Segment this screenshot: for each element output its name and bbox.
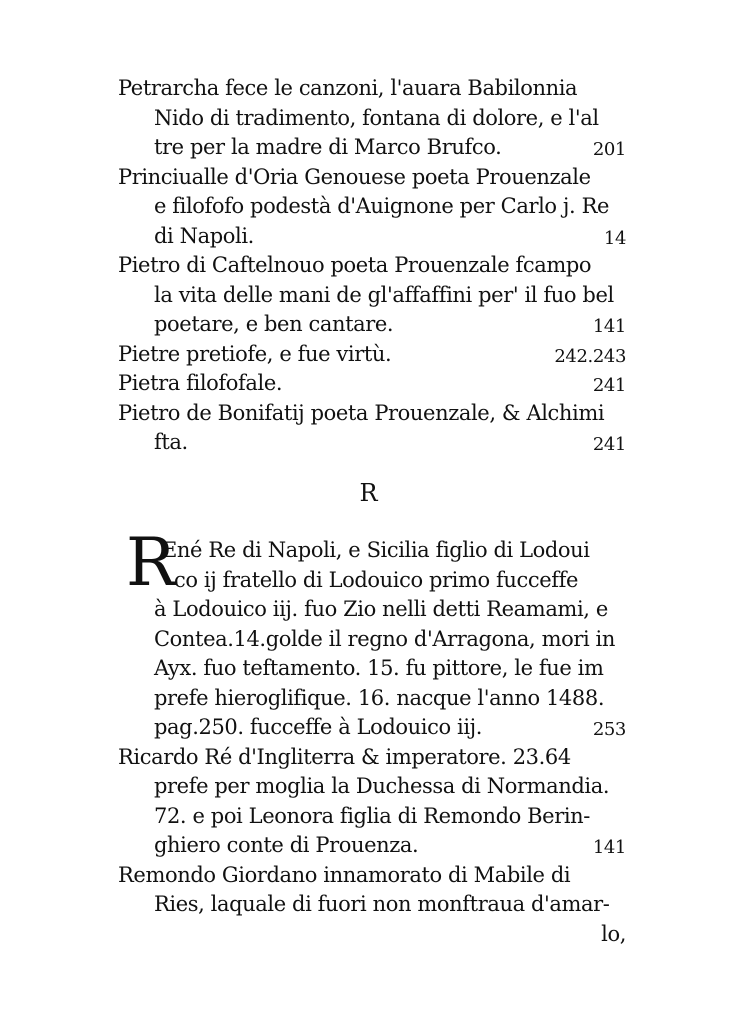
index-line <box>118 133 626 163</box>
index-line-text: co ij fratello di Lodouico primo fucceffe <box>174 567 579 592</box>
index-line <box>118 369 626 399</box>
index-line-text: Ries, laquale di fuori non monftraua d'amar- <box>154 892 610 916</box>
index-line-text: Ricardo Ré d'Ingliterra & imperatore. 23.64 <box>118 744 571 769</box>
index-line-text: fta. <box>154 430 188 454</box>
index-line <box>118 310 626 340</box>
index-line <box>118 104 626 134</box>
index-line-text: tre per la madre di Marco Brufco. <box>154 135 502 159</box>
index-line-text: poetare, e ben cantare. <box>154 312 394 336</box>
index-line-text: 72. e poi Leonora figlia di Remondo Berin- <box>154 803 590 828</box>
index-page-number: 141 <box>592 316 626 337</box>
index-line-text: Pietro di Caftelnouo poeta Prouenzale fcampo <box>118 253 592 277</box>
index-line-text: e filofofo podestà d'Auignone per Carlo j. Re <box>154 194 610 218</box>
index-line-text: ghiero conte di Prouenza. <box>154 833 419 857</box>
index-line <box>118 772 626 802</box>
index-line-text: Pietro de Bonifatij poeta Prouenzale, & Alchimi <box>118 400 605 425</box>
index-line <box>118 625 626 655</box>
index-line-text: Contea.14.golde il regno d'Arragona, mori in <box>154 626 615 651</box>
index-page-number: 241 <box>592 375 626 396</box>
index-line <box>118 251 626 281</box>
index-line <box>118 743 626 773</box>
index-page-number: 14 <box>603 227 626 249</box>
index-page-number: 253 <box>592 719 626 740</box>
index-line-text: Princiualle d'Oria Genouese poeta Prouenzale <box>118 164 591 189</box>
index-line <box>118 222 626 252</box>
index-line <box>118 163 626 193</box>
section-heading-letter: R <box>359 479 378 507</box>
index-line-text: à Lodouico iij. fuo Zio nelli detti Reamami, e <box>154 597 608 621</box>
index-line <box>118 920 626 950</box>
index-line <box>118 566 626 596</box>
drop-cap: R <box>126 524 176 601</box>
index-line-text: Nido di tradimento, fontana di dolore, e l'al <box>154 105 599 130</box>
index-line-text: Pietra filofofale. <box>118 371 283 395</box>
index-entries-top <box>118 74 626 458</box>
index-line-text: di Napoli. <box>154 223 254 248</box>
index-line <box>118 595 626 625</box>
index-line-text: Ené Re di Napoli, e Sicilia figlio di Lodoui <box>162 538 590 562</box>
index-line <box>118 340 626 370</box>
index-page-number: 241 <box>592 434 626 455</box>
index-entries-bottom <box>118 536 626 949</box>
index-line <box>118 890 626 920</box>
index-line <box>118 428 626 458</box>
index-page-number: 201 <box>592 139 626 160</box>
index-line-text: Remondo Giordano innamorato di Mabile di <box>118 862 571 887</box>
index-line <box>118 536 626 566</box>
index-line-text: prefe per moglia la Duchessa di Normandia. <box>154 774 610 798</box>
index-line <box>118 802 626 832</box>
index-line <box>118 399 626 429</box>
index-line-text: Petrarcha fece le canzoni, l'auara Babilonnia <box>118 76 578 100</box>
index-line <box>118 713 626 743</box>
index-line <box>118 192 626 222</box>
index-line <box>118 74 626 104</box>
index-line-text: lo, <box>601 921 626 946</box>
index-line-text: Pietre pretiofe, e fue virtù. <box>118 341 392 366</box>
index-line <box>118 684 626 714</box>
index-line <box>118 654 626 684</box>
index-line <box>118 281 626 311</box>
index-line <box>118 861 626 891</box>
index-line-text: pag.250. fucceffe à Lodouico iij. <box>154 715 483 739</box>
index-line-text: prefe hieroglifique. 16. nacque l'anno 1488. <box>154 685 605 710</box>
index-page-number: 141 <box>592 837 626 858</box>
index-page-number: 242.243 <box>554 345 626 367</box>
index-line-text: la vita delle mani de gl'affaffini per' il fuo bel <box>154 282 614 307</box>
index-line-text: Ayx. fuo teftamento. 15. fu pittore, le fue im <box>154 656 604 680</box>
index-line <box>118 831 626 861</box>
